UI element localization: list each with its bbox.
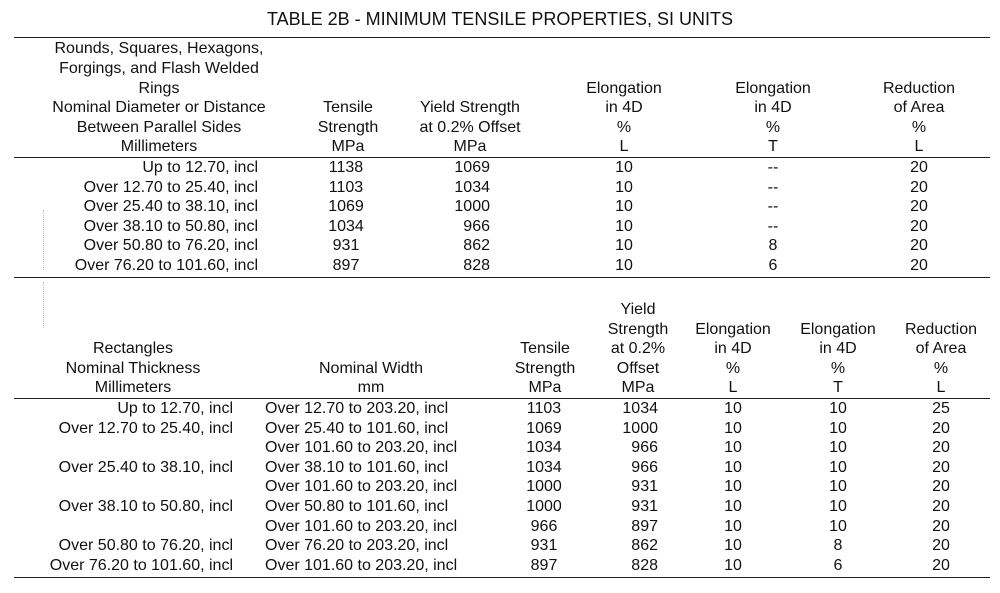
header-line: Elongation: [800, 320, 876, 338]
tensile-cell: 931: [332, 237, 360, 255]
header-line: at 0.2%: [610, 340, 666, 358]
tensile-cell: 1138: [328, 159, 364, 176]
table2-bottom-rule: [14, 577, 990, 578]
elongation-l-cell: 10: [724, 478, 742, 496]
elongation-l-cell: 10: [615, 217, 633, 235]
header-line: Strength: [514, 359, 576, 377]
elongation-l-cell: 10: [615, 178, 633, 196]
thickness-cell: Over 76.20 to 101.60, incl: [49, 556, 233, 574]
elongation-l-cell: 10: [724, 556, 742, 574]
size-cell: Over 12.70 to 25.40, incl: [83, 178, 258, 196]
elongation-t-cell: 10: [829, 458, 847, 476]
yield-cell: 1069: [454, 159, 490, 176]
yield-cell: 828: [631, 556, 658, 574]
header-line: Yield: [620, 301, 656, 318]
header-line: mm: [357, 379, 385, 397]
header-line: Rounds, Squares, Hexagons,: [54, 40, 264, 58]
width-cell: Over 25.40 to 101.60, incl: [265, 419, 449, 437]
reduction-cell: 20: [910, 159, 928, 176]
header-line: Tensile: [520, 340, 570, 358]
header-line: %: [725, 359, 741, 377]
elongation-t-cell: --: [767, 178, 779, 196]
table1-header-reduction: [769, 79, 1000, 157]
header-line: of Area: [915, 340, 967, 358]
reduction-cell: 20: [932, 537, 950, 555]
header-line: L: [728, 379, 738, 397]
width-cell: Over 101.60 to 203.20, incl: [265, 439, 458, 457]
elongation-t-cell: 10: [829, 478, 847, 496]
tensile-cell: 1034: [526, 458, 562, 476]
header-line: %: [933, 359, 949, 377]
header-line: Millimeters: [120, 138, 198, 156]
width-cell: Over 12.70 to 203.20, incl: [265, 400, 449, 417]
width-cell: Over 101.60 to 203.20, incl: [265, 556, 458, 574]
header-line: Elongation: [586, 79, 662, 97]
header-line: MPa: [331, 138, 365, 156]
reduction-cell: 20: [910, 237, 928, 255]
width-cell: Over 76.20 to 203.20, incl: [265, 537, 449, 555]
header-line: MPa: [621, 379, 655, 397]
elongation-t-cell: 6: [768, 257, 778, 274]
header-line: Nominal Diameter or Distance: [52, 99, 266, 117]
header-line: %: [911, 118, 927, 136]
reduction-cell: 20: [910, 198, 928, 216]
elongation-t-cell: 10: [829, 498, 847, 515]
elongation-t-cell: 10: [829, 517, 847, 535]
tensile-cell: 1034: [526, 439, 562, 457]
header-line: in 4D: [714, 340, 752, 358]
table1-top-rule: [14, 37, 990, 38]
size-cell: Over 38.10 to 50.80, incl: [83, 217, 258, 235]
elongation-l-cell: 10: [724, 517, 742, 535]
yield-cell: 966: [631, 439, 658, 457]
header-line: Nominal Width: [318, 359, 424, 377]
header-line: Nominal Thickness: [65, 359, 201, 377]
thickness-cell: Over 25.40 to 38.10, incl: [58, 458, 233, 476]
yield-cell: 862: [631, 537, 658, 555]
header-line: Strength: [317, 118, 379, 136]
yield-cell: 1034: [622, 400, 658, 417]
tensile-cell: 1103: [328, 178, 364, 196]
yield-cell: 828: [463, 257, 490, 274]
tensile-cell: 966: [530, 517, 558, 535]
width-cell: Over 101.60 to 203.20, incl: [265, 478, 458, 496]
reduction-cell: 25: [932, 400, 950, 417]
thickness-cell: Over 50.80 to 76.20, incl: [58, 537, 233, 555]
elongation-l-cell: 10: [615, 198, 633, 216]
reduction-cell: 20: [932, 419, 950, 437]
elongation-l-cell: 10: [615, 257, 633, 274]
elongation-l-cell: 10: [724, 537, 742, 555]
reduction-cell: 20: [932, 556, 950, 574]
reduction-cell: 20: [932, 478, 950, 496]
header-line: %: [830, 359, 846, 377]
header-line: T: [768, 138, 778, 156]
elongation-t-cell: 6: [833, 556, 843, 574]
elongation-t-cell: 8: [833, 537, 843, 555]
header-line: in 4D: [754, 99, 792, 117]
header-line: Strength: [607, 320, 669, 338]
header-line: T: [833, 379, 843, 397]
header-line: Yield Strength: [420, 99, 520, 117]
yield-cell: 966: [631, 458, 658, 476]
header-line: Forgings, and Flash Welded: [59, 59, 259, 77]
yield-cell: 1034: [454, 178, 490, 196]
tensile-cell: 1000: [526, 478, 562, 496]
elongation-l-cell: 10: [615, 159, 633, 176]
elongation-l-cell: 10: [615, 237, 633, 255]
tensile-cell: 897: [332, 257, 360, 274]
header-line: at 0.2% Offset: [419, 118, 521, 136]
header-line: Elongation: [735, 79, 811, 97]
elongation-l-cell: 10: [724, 498, 742, 515]
tensile-cell: 1069: [328, 198, 364, 216]
reduction-cell: 20: [932, 517, 950, 535]
width-cell: Over 50.80 to 101.60, incl: [265, 498, 449, 515]
header-line: MPa: [453, 138, 487, 156]
header-line: in 4D: [605, 99, 643, 117]
elongation-t-cell: 8: [768, 237, 778, 255]
header-line: MPa: [528, 379, 562, 397]
tensile-cell: 1103: [526, 400, 562, 417]
yield-cell: 1000: [622, 419, 658, 437]
header-line: Between Parallel Sides: [76, 118, 242, 136]
elongation-l-cell: 10: [724, 458, 742, 476]
size-cell: Over 50.80 to 76.20, incl: [83, 237, 258, 255]
thickness-cell: Over 12.70 to 25.40, incl: [58, 419, 233, 437]
yield-cell: 966: [463, 217, 490, 235]
header-line: Rectangles: [92, 340, 174, 358]
tensile-cell: 1000: [526, 498, 562, 515]
header-line: Tensile: [323, 99, 373, 117]
reduction-cell: 20: [932, 498, 950, 515]
header-line: %: [765, 118, 781, 136]
size-cell: Over 25.40 to 38.10, incl: [83, 198, 258, 216]
table2-header-reduction: [791, 320, 1000, 398]
elongation-t-cell: 10: [829, 419, 847, 437]
tensile-cell: 1034: [328, 217, 364, 235]
yield-cell: 931: [631, 498, 658, 515]
width-cell: Over 101.60 to 203.20, incl: [265, 517, 458, 535]
size-cell: Up to 12.70, incl: [142, 159, 258, 176]
header-line: Reduction: [904, 320, 978, 338]
scan-artifact: [43, 282, 44, 328]
elongation-l-cell: 10: [724, 419, 742, 437]
table-title: TABLE 2B - MINIMUM TENSILE PROPERTIES, SI UNITS: [266, 9, 734, 29]
reduction-cell: 20: [910, 257, 928, 274]
header-line: Rings: [138, 79, 180, 97]
reduction-cell: 20: [910, 217, 928, 235]
header-line: in 4D: [819, 340, 857, 358]
width-cell: Over 38.10 to 101.60, incl: [265, 458, 449, 476]
reduction-cell: 20: [932, 439, 950, 457]
tensile-cell: 1069: [526, 419, 562, 437]
elongation-l-cell: 10: [724, 400, 742, 417]
header-line: Reduction: [882, 79, 956, 97]
header-line: %: [616, 118, 632, 136]
elongation-t-cell: --: [767, 217, 779, 235]
yield-cell: 931: [631, 478, 658, 496]
header-line: L: [619, 138, 629, 156]
elongation-t-cell: --: [767, 198, 779, 216]
tensile-cell: 931: [530, 537, 558, 555]
header-line: Elongation: [695, 320, 771, 338]
yield-cell: 897: [631, 517, 658, 535]
yield-cell: 862: [463, 237, 490, 255]
header-line: L: [936, 379, 946, 397]
thickness-cell: Up to 12.70, incl: [117, 400, 233, 417]
tensile-cell: 897: [530, 556, 558, 574]
elongation-t-cell: --: [767, 159, 779, 176]
reduction-cell: 20: [910, 178, 928, 196]
size-cell: Over 76.20 to 101.60, incl: [74, 257, 258, 274]
elongation-l-cell: 10: [724, 439, 742, 457]
table1-bottom-rule: [14, 277, 990, 278]
elongation-t-cell: 10: [829, 400, 847, 417]
yield-cell: 1000: [454, 198, 490, 216]
header-line: Offset: [616, 359, 660, 377]
header-line: of Area: [893, 99, 945, 117]
thickness-cell: Over 38.10 to 50.80, incl: [58, 498, 233, 515]
header-line: L: [914, 138, 924, 156]
elongation-t-cell: 10: [829, 439, 847, 457]
reduction-cell: 20: [932, 458, 950, 476]
header-line: Millimeters: [94, 379, 172, 397]
